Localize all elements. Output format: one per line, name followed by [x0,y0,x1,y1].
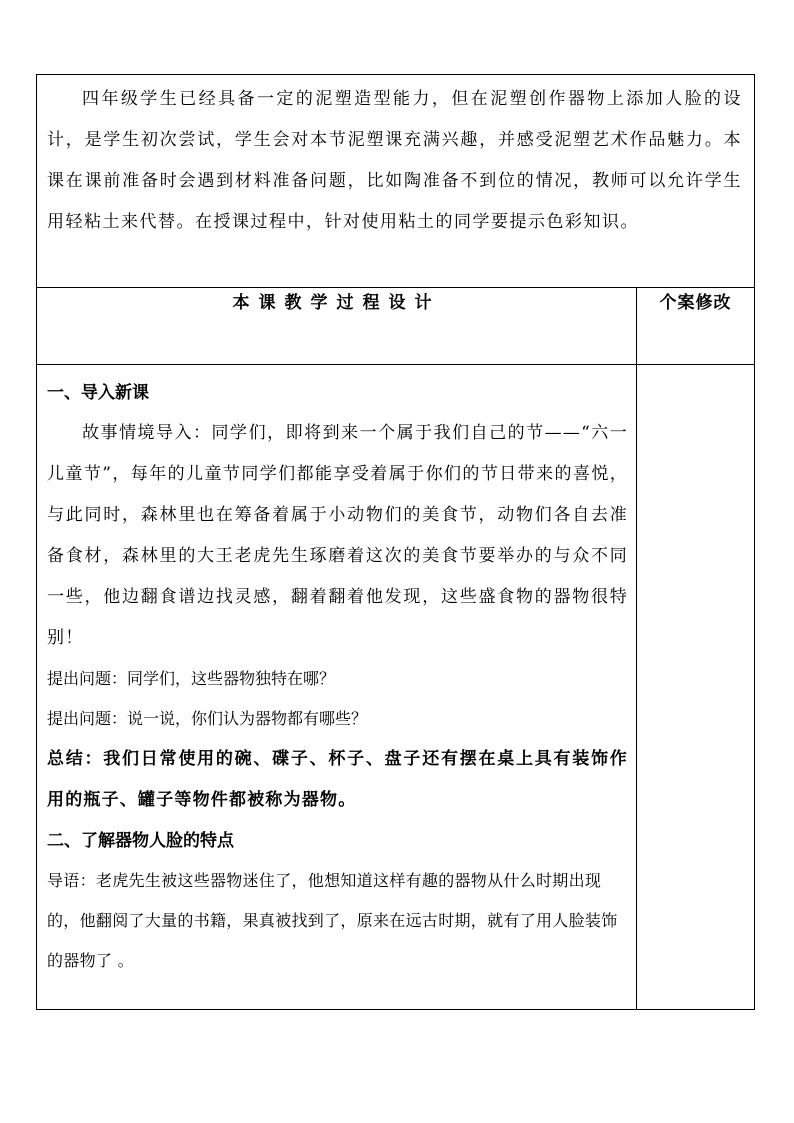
section1-question1: 提出问题：同学们，这些器物独特在哪？ [47,669,336,688]
section1-story: 故事情境导入：同学们，即将到来一个属于我们自己的节——“六一儿童节”，每年的儿童节同学们都能享受着属于你们的节日带来的喜悦，与此同时，森林里也在筹备着属于小动物们的美食节，动物们各自去准备食材，森林里的大王老虎先生琢磨着这次的美食节要举办的与众不同一些，他边翻食谱边找灵感，翻着翻着他发现，这些盛食物的器物很特别！ [47,423,628,648]
body-row [37,365,755,1010]
section2-heading: 二、了解器物人脸的特点 [47,831,234,851]
section1-question2: 提出问题：说一说，你们认为器物都有哪些？ [47,709,368,728]
revision-cell [637,365,755,1010]
section1-summary: 总结：我们日常使用的碗、碟子、杯子、盘子还有摆在桌上具有装饰作用的瓶子、罐子等物件都被称为器物。 [47,749,628,810]
header-title-cell [37,288,637,365]
intro-cell [37,75,755,288]
header-side-title: 个案修改 [659,293,732,313]
lesson-plan-table [36,74,755,1010]
intro-paragraph: 四年级学生已经具备一定的泥塑造型能力，但在泥塑创作器物上添加人脸的设计，是学生初次尝试，学生会对本节泥塑课充满兴趣，并感受泥塑艺术作品魅力。本课在课前准备时会遇到材料准备问题，比如陶准备不到位的情况，教师可以允许学生用轻粘土来代替。在授课过程中，针对使用粘土的同学要提示色彩知识。 [47,89,742,232]
section1-heading: 一、导入新课 [47,383,149,403]
process-cell [37,365,637,1010]
intro-row [37,75,755,288]
header-row [37,288,755,365]
header-title: 本课教学过程设计 [232,293,441,313]
header-side-cell [637,288,755,365]
section2-guide: 导语：老虎先生被这些器物迷住了，他想知道这样有趣的器物从什么时期出现的，他翻阅了大量的书籍，果真被找到了，原来在远古时期，就有了用人脸装饰的器物了 。 [47,871,618,970]
